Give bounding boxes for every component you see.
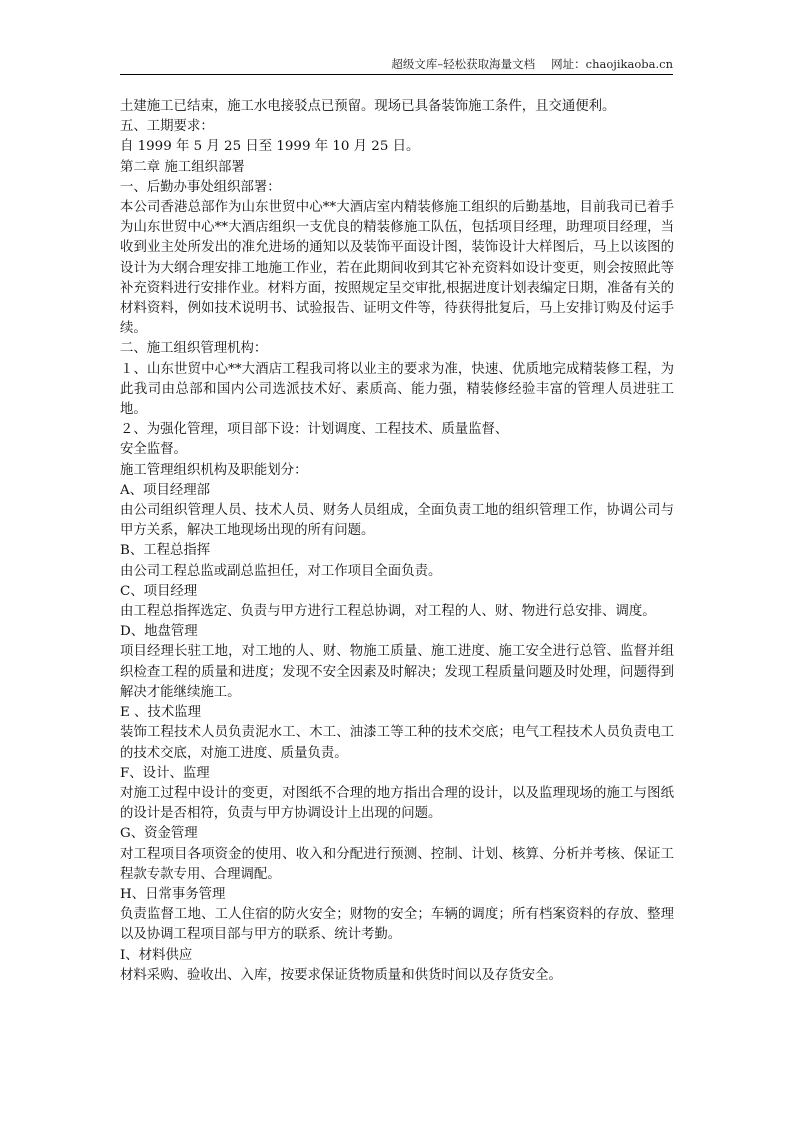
header-url-label: 网址： <box>551 57 586 71</box>
paragraph: 对工程项目各项资金的使用、收入和分配进行预测、控制、计划、核算、分析并考核、保证工程款专款专用、合理调配。 <box>120 846 674 882</box>
document-body <box>120 97 674 986</box>
paragraph: 材料采购、验收出、入库，按要求保证货物质量和供货时间以及存货安全。 <box>120 967 562 983</box>
paragraph: 项目经理长驻工地，对工地的人、财、物施工质量、施工进度、施工安全进行总管、监督并组织检查工程的质量和进度；发现不安全因素及时解决；发现工程质量问题及时处理，问题得到解决才能继续施工。 <box>120 644 674 700</box>
header-site-name: 超级文库–轻松获取海量文档 <box>391 57 536 71</box>
header-url: chaojikaoba.cn <box>585 57 673 71</box>
section-heading: 一、后勤办事处组织部署： <box>120 179 281 195</box>
paragraph: 装饰工程技术人员负责泥水工、木工、油漆工等工种的技术交底；电气工程技术人员负责电工的技术交底，对施工进度、质量负责。 <box>120 725 674 761</box>
paragraph: 对施工过程中设计的变更，对图纸不合理的地方指出合理的设计，以及监理现场的施工与图纸的设计是否相符，负责与甲方协调设计上出现的问题。 <box>120 785 674 822</box>
paragraph: 由公司工程总监或副总监担任，对工作项目全面负责。 <box>120 563 442 579</box>
paragraph: 负责监督工地、工人住宿的防火安全；财物的安全；车辆的调度；所有档案资料的存放、整理以及协调工程项目部与甲方的联系、统计考勤。 <box>120 907 674 943</box>
item-heading: B、工程总指挥 <box>120 543 211 559</box>
item-heading: H、日常事务管理 <box>120 886 226 902</box>
paragraph: ２、为强化管理，项目部下设：计划调度、工程技术、质量监督、 <box>120 422 509 438</box>
item-heading: D、地盘管理 <box>120 624 198 640</box>
item-heading: I、材料供应 <box>120 947 193 963</box>
chapter-heading: 第二章 施工组织部署 <box>120 159 245 175</box>
page-header <box>120 56 673 72</box>
paragraph: 安全监督。 <box>120 442 187 458</box>
header-divider <box>120 74 673 75</box>
item-heading: A、项目经理部 <box>120 482 211 498</box>
section-heading: 二、施工组织管理机构： <box>120 341 268 357</box>
paragraph: 土建施工已结束，施工水电接驳点已预留。现场已具备装饰施工条件，且交通便利。 <box>120 99 616 114</box>
paragraph: 本公司香港总部作为山东世贸中心**大酒店室内精装修施工组织的后勤基地，目前我司已着手为山东世贸中心**大酒店组织一支优良的精装修施工队伍，包括项目经理，助理项目经理，当收到业主处所发出的准允进场的通知以及装饰平面设计图，装饰设计大样图后，马上以该图的设计为大纲合理安排工地施工作业，若在此期间收到其它补充资料如设计变更，则会按照此等补充资料进行安排作业。材料方面，按照规定呈交审批,根据进度计划表编定日期，准备有关的材料资料，例如技术说明书、试验报告、证明文件等，待获得批复后，马上安排订购及付运手续。 <box>120 200 674 337</box>
item-heading: F、设计、监理 <box>120 765 210 781</box>
paragraph: 由公司组织管理人员、技术人员、财务人员组成，全面负责工地的组织管理工作，协调公司与甲方关系，解决工地现场出现的所有问题。 <box>120 503 674 539</box>
paragraph: 自 1999 年 5 月 25 日至 1999 年 10 月 25 日。 <box>120 139 420 155</box>
item-heading: E 、技术监理 <box>120 705 201 721</box>
paragraph: 由工程总指挥选定、负责与甲方进行工程总协调，对工程的人、财、物进行总安排、调度。 <box>120 604 656 620</box>
paragraph: 施工管理组织机构及职能划分： <box>120 462 308 478</box>
item-heading: C、项目经理 <box>120 583 198 599</box>
paragraph: １、山东世贸中心**大酒店工程我司将以业主的要求为准，快速、优质地完成精装修工程，为此我司由总部和国内公司选派技术好、素质高、能力强，精装修经验丰富的管理人员进驻工地。 <box>120 361 674 418</box>
section-heading: 五、工期要求： <box>120 119 214 135</box>
item-heading: G、资金管理 <box>120 826 198 842</box>
